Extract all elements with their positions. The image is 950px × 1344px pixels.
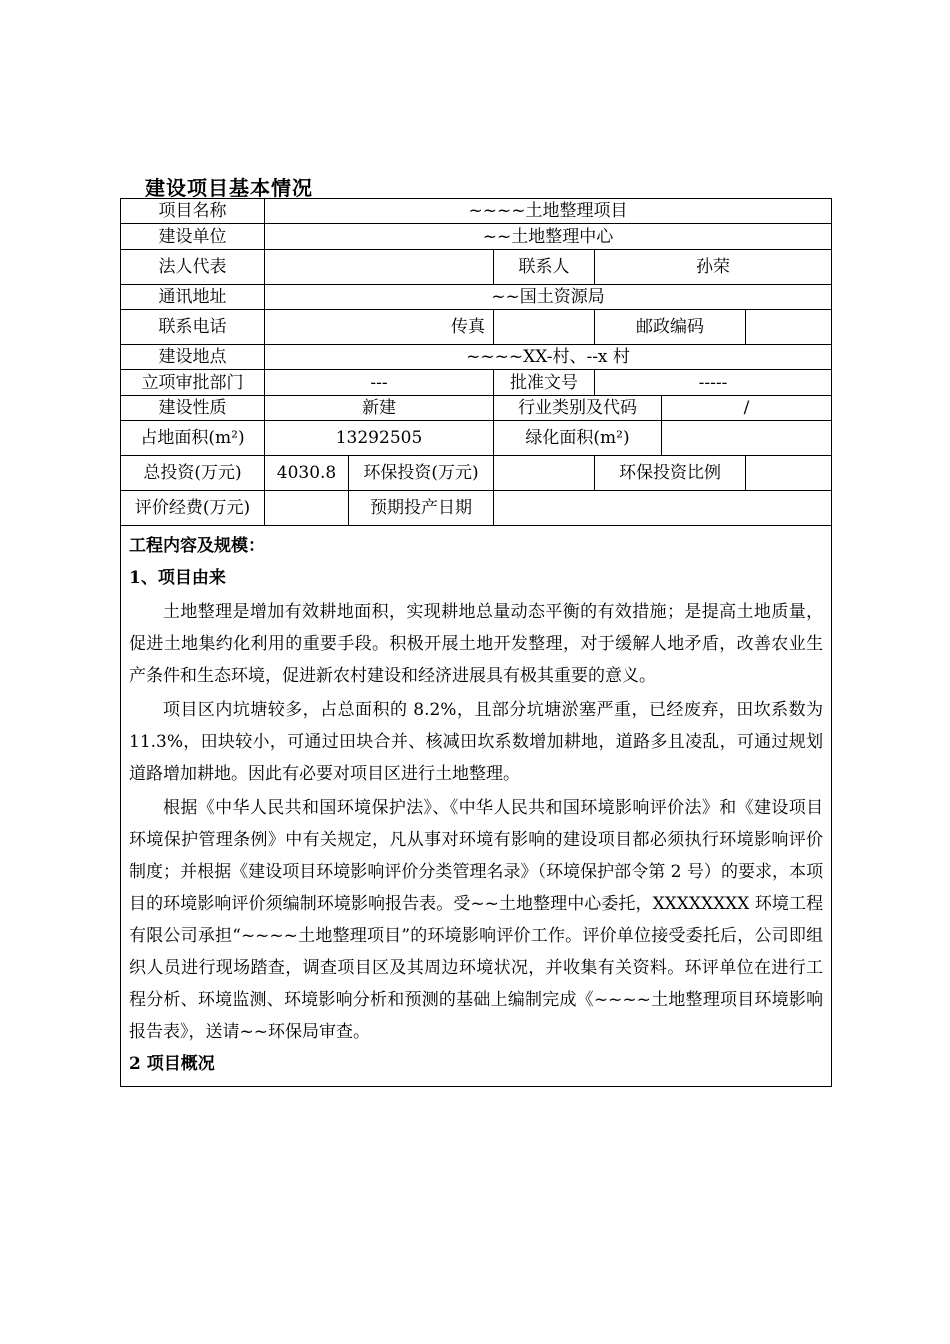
project-info-table bbox=[120, 198, 832, 1087]
label-production-date: 预期投产日期 bbox=[349, 491, 494, 526]
value-green-area bbox=[662, 421, 832, 456]
value-postcode bbox=[746, 310, 832, 345]
value-env-ratio bbox=[746, 456, 832, 491]
page-title: 建设项目基本情况 bbox=[145, 176, 313, 200]
label-approval-dept: 立项审批部门 bbox=[121, 370, 265, 396]
value-fax bbox=[494, 310, 595, 345]
value-phone bbox=[265, 310, 349, 345]
value-eval-fee bbox=[265, 491, 349, 526]
label-nature: 建设性质 bbox=[121, 396, 265, 421]
value-legal-rep bbox=[265, 250, 494, 285]
value-nature: 新建 bbox=[265, 396, 494, 421]
paragraph: 土地整理是增加有效耕地面积，实现耕地总量动态平衡的有效措施；是提高土地质量，促进土地集约化利用的重要手段。积极开展土地开发整理，对于缓解人地矛盾，改善农业生产条件和生态环境，促进新农村建设和经济进展具有极其重要的意义。 bbox=[129, 602, 824, 686]
value-project-name: ~~~~土地整理项目 bbox=[265, 199, 832, 224]
paragraph: 项目区内坑塘较多，占总面积的 8.2%，且部分坑塘淤塞严重，已经废弃，田坎系数为 11.3%，田块较小，可通过田块合并、核减田坎系数增加耕地，道路多且凌乱，可通过规划道路增加耕地。因此有必要对项目区进行土地整理。 bbox=[129, 700, 824, 784]
value-location: ~~~~XX-村、--x 村 bbox=[265, 345, 832, 370]
label-area: 占地面积(m²) bbox=[121, 421, 265, 456]
content-heading: 工程内容及规模： bbox=[129, 536, 265, 556]
label-phone: 联系电话 bbox=[121, 310, 265, 345]
value-industry: / bbox=[662, 396, 832, 421]
label-fax: 传真 bbox=[349, 310, 494, 345]
value-area: 13292505 bbox=[265, 421, 494, 456]
label-project-name: 项目名称 bbox=[121, 199, 265, 224]
label-address: 通讯地址 bbox=[121, 285, 265, 310]
value-env-invest bbox=[494, 456, 595, 491]
label-approval-no: 批准文号 bbox=[494, 370, 595, 396]
label-industry: 行业类别及代码 bbox=[494, 396, 662, 421]
label-construction-unit: 建设单位 bbox=[121, 224, 265, 250]
label-green-area: 绿化面积(m²) bbox=[494, 421, 662, 456]
label-env-invest: 环保投资(万元) bbox=[349, 456, 494, 491]
value-approval-no: ----- bbox=[595, 370, 832, 396]
label-location: 建设地点 bbox=[121, 345, 265, 370]
label-env-ratio: 环保投资比例 bbox=[595, 456, 746, 491]
label-contact: 联系人 bbox=[494, 250, 595, 285]
value-address: ~~国土资源局 bbox=[265, 285, 832, 310]
project-content-cell bbox=[121, 526, 832, 1087]
label-legal-rep: 法人代表 bbox=[121, 250, 265, 285]
value-contact: 孙荣 bbox=[595, 250, 832, 285]
paragraph: 根据《中华人民共和国环境保护法》、《中华人民共和国环境影响评价法》和《建设项目环境保护管理条例》中有关规定，凡从事对环境有影响的建设项目都必须执行环境影响评价制度；并根据《建设项目环境影响评价分类管理名录》（环境保护部令第 2 号）的要求，本项目的环境影响评价须编制环境影响报告表。受~~土地整理中心委托，XXXXXXXX 环境工程有限公司承担“~~~~土地整理项目”的环境影响评价工作。评价单位接受委托后，公司即组织人员进行现场踏查，调查项目区及其周边环境状况，并收集有关资料。环评单位在进行工程分析、环境监测、环境影响分析和预测的基础上编制完成《~~~~土地整理项目环境影响报告表》，送请~~环保局审查。 bbox=[129, 798, 824, 1042]
value-total-invest: 4030.8 bbox=[265, 456, 349, 491]
value-production-date bbox=[494, 491, 832, 526]
value-approval-dept: --- bbox=[265, 370, 494, 396]
section-heading-1: 1、项目由来 bbox=[129, 568, 226, 588]
label-total-invest: 总投资(万元) bbox=[121, 456, 265, 491]
label-postcode: 邮政编码 bbox=[595, 310, 746, 345]
label-eval-fee: 评价经费(万元) bbox=[121, 491, 265, 526]
section-heading-2: 2 项目概况 bbox=[129, 1054, 215, 1074]
value-construction-unit: ~~土地整理中心 bbox=[265, 224, 832, 250]
